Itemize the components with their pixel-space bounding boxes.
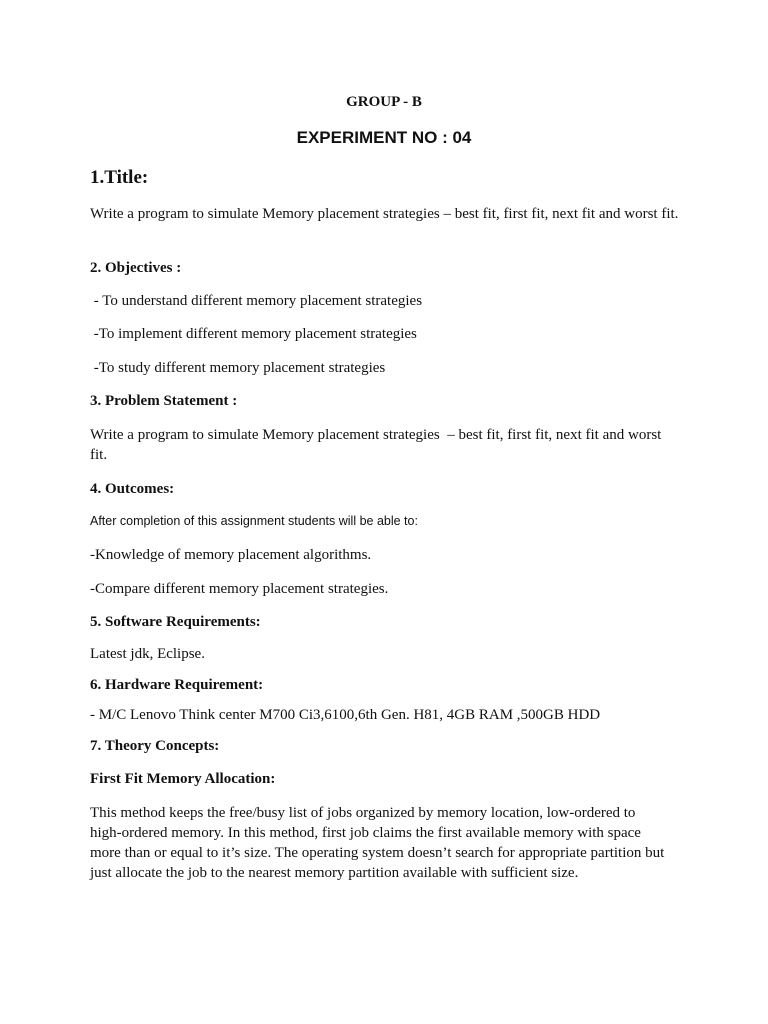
title-heading: 1.Title: <box>90 167 149 188</box>
theory-heading: 7. Theory Concepts: <box>90 738 220 754</box>
problem-heading: 3. Problem Statement : <box>90 393 238 409</box>
problem-text: Write a program to simulate Memory placement strategies – best fit, first fit, next fit and worst fit. <box>90 427 666 463</box>
software-text: Latest jdk, Eclipse. <box>90 646 205 662</box>
firstfit-line: just allocate the job to the nearest memory partition available with sufficient size. <box>90 865 579 881</box>
firstfit-line: This method keeps the free/busy list of jobs organized by memory location, low-ordered to <box>90 805 636 821</box>
group-label: GROUP - B <box>346 94 422 110</box>
objectives-heading: 2. Objectives : <box>90 260 182 276</box>
firstfit-heading: First Fit Memory Allocation: <box>90 771 276 787</box>
outcome-item: -Knowledge of memory placement algorithms. <box>90 547 372 563</box>
outcomes-intro: After completion of this assignment students will be able to: <box>90 514 418 528</box>
hardware-text: - M/C Lenovo Think center M700 Ci3,6100,6th Gen. H81, 4GB RAM ,500GB HDD <box>90 707 601 723</box>
title-text: Write a program to simulate Memory placement strategies – best fit, first fit, next fit and worst fit. <box>90 206 679 222</box>
firstfit-line: more than or equal to it’s size. The operating system doesn’t search for appropriate partition but <box>90 845 665 861</box>
objective-item: -To study different memory placement strategies <box>90 360 386 376</box>
outcomes-heading: 4. Outcomes: <box>90 481 175 497</box>
objective-item: - To understand different memory placement strategies <box>90 293 423 309</box>
hardware-heading: 6. Hardware Requirement: <box>90 677 264 693</box>
experiment-number: EXPERIMENT NO : 04 <box>296 128 472 147</box>
objective-item: -To implement different memory placement strategies <box>90 326 417 342</box>
software-heading: 5. Software Requirements: <box>90 614 261 630</box>
outcome-item: -Compare different memory placement strategies. <box>90 581 389 597</box>
firstfit-line: high-ordered memory. In this method, first job claims the first available memory with space <box>90 825 641 841</box>
